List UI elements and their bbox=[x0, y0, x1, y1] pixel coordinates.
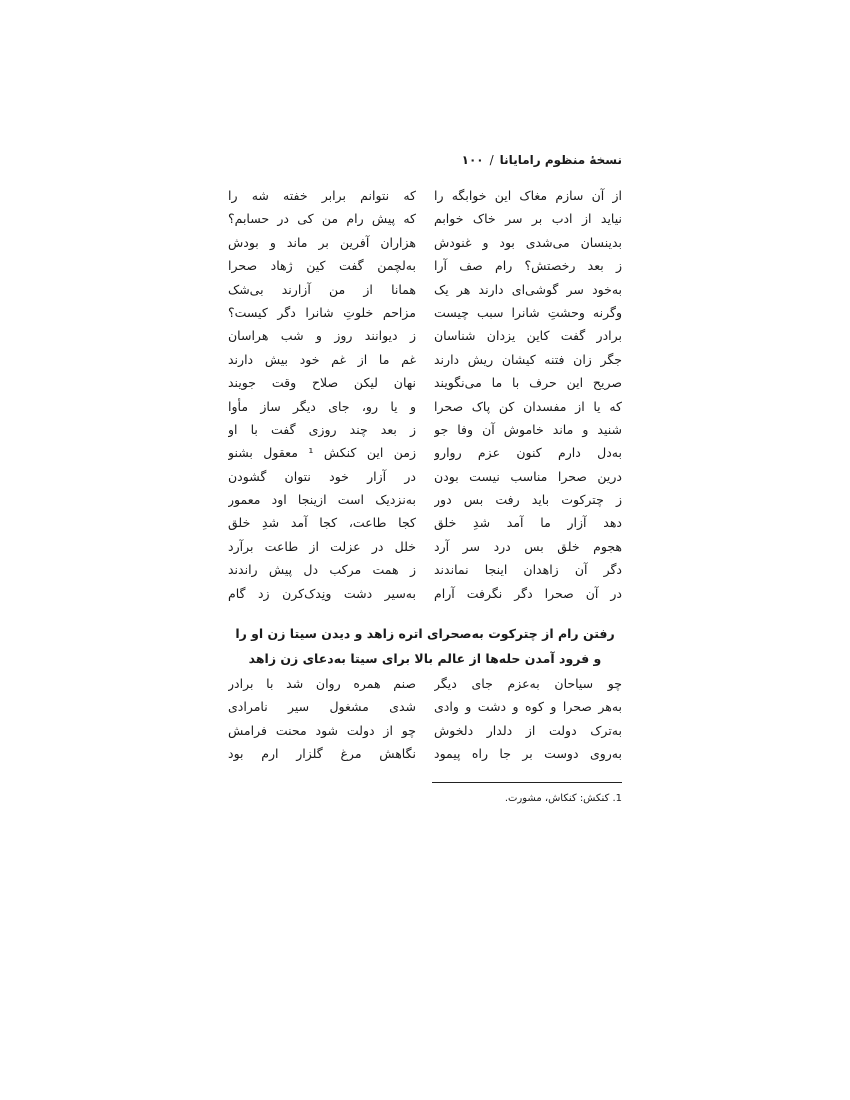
page-number: ۱۰۰ bbox=[461, 153, 484, 167]
hemistich-second: مزاحم خلوتِ شانرا دگر کیست؟ bbox=[228, 304, 416, 320]
verse-line bbox=[228, 558, 622, 581]
hemistich-second: به‌نزدیک است ازینجا اود معمور bbox=[228, 492, 416, 508]
hemistich-first: صریح این حرف با ما می‌نگویند bbox=[434, 375, 622, 391]
verse-line bbox=[228, 535, 622, 558]
verse-line bbox=[228, 488, 622, 511]
footnote-number: 1. bbox=[612, 793, 622, 804]
verse-block-section bbox=[228, 672, 622, 766]
header-separator: / bbox=[489, 153, 494, 167]
book-title: نسخهٔ منظوم رامایانا bbox=[499, 153, 622, 167]
verse-line bbox=[228, 418, 622, 441]
hemistich-first: ز چترکوت باید رفت بس دور bbox=[434, 492, 622, 508]
verse-line bbox=[228, 348, 622, 371]
running-header bbox=[432, 150, 622, 170]
verse-line bbox=[228, 324, 622, 347]
hemistich-first: دگر آن زاهدان اینجا نماندند bbox=[434, 562, 622, 578]
hemistich-second: چو از دولت شود محنت فرامش bbox=[228, 722, 416, 738]
verse-line bbox=[228, 278, 622, 301]
hemistich-second: کجا طاعت، کجا آمد شدِ خلق bbox=[228, 515, 416, 531]
verse-line bbox=[228, 441, 622, 464]
hemistich-first: به‌خود سر گوشی‌ای دارند هر یک bbox=[434, 281, 622, 297]
hemistich-first: نیاید از ادب بر سر خاک خوابم bbox=[434, 211, 622, 227]
hemistich-second: صنم همره روان شد با برادر bbox=[228, 676, 416, 691]
hemistich-first: برادر گفت کاین یزدان شناسان bbox=[434, 328, 622, 344]
verse-line bbox=[228, 719, 622, 742]
hemistich-second: به‌سیر دشت ونِدک‌کرن زد گام bbox=[228, 585, 416, 601]
hemistich-second: ز همت مرکب دل پیش راندند bbox=[228, 562, 416, 578]
hemistich-first: درین صحرا مناسب نیست بودن bbox=[434, 468, 622, 484]
verse-block-main bbox=[228, 184, 622, 605]
hemistich-first: دهد آزار ما آمد شدِ خلق bbox=[434, 515, 622, 531]
hemistich-second: که نتوانم برابر خفته شه را bbox=[228, 188, 416, 203]
verse-line bbox=[228, 511, 622, 534]
footnote bbox=[400, 790, 622, 808]
hemistich-first: بدینسان می‌شدی بود و غنودش bbox=[434, 234, 622, 250]
hemistich-second: نگاهش مرغ گلزار ارم بود bbox=[228, 746, 416, 762]
hemistich-first: به‌دل دارم کنون عزم روارو bbox=[434, 445, 622, 461]
hemistich-second: هزاران آفرین بر ماند و بودش bbox=[228, 234, 416, 250]
hemistich-first: هجوم خلق بس درد سر آرد bbox=[434, 538, 622, 554]
verse-line bbox=[228, 672, 622, 695]
section-title-line-1: رفتن رام از چترکوت به‌صحرای اتره زاهد و دیدن سیتا زن او را bbox=[235, 626, 615, 641]
hemistich-second: که پیش رام من کی در حسابم؟ bbox=[228, 211, 416, 227]
footnote-text: کنکش: کنکاش، مشورت. bbox=[504, 793, 610, 804]
verse-line bbox=[228, 207, 622, 230]
hemistich-second: به‌لچمن گفت کین ژهاد صحرا bbox=[228, 258, 416, 274]
footnote-rule bbox=[432, 782, 622, 783]
verse-line bbox=[228, 695, 622, 718]
verse-line bbox=[228, 371, 622, 394]
verse-line bbox=[228, 254, 622, 277]
verse-line bbox=[228, 395, 622, 418]
hemistich-second: ز دیوانند روز و شب هراسان bbox=[228, 328, 416, 344]
hemistich-second: نهان لیکن صلاح وقت جویند bbox=[228, 375, 416, 391]
hemistich-first: ز بعد رخصتش؟ رام صف آرا bbox=[434, 258, 622, 274]
hemistich-second: شدی مشغول سیر نامرادی bbox=[228, 699, 416, 715]
hemistich-first: به‌روی دوست بر جا راه پیمود bbox=[434, 746, 622, 762]
hemistich-first: از آن سازم مغاک این خوابگه را bbox=[434, 188, 622, 203]
hemistich-first: وگرنه وحشتِ شانرا سبب چیست bbox=[434, 304, 622, 320]
hemistich-second: ز بعد چند روزی گفت با او bbox=[228, 421, 416, 437]
verse-line bbox=[228, 231, 622, 254]
hemistich-second: و یا رو، جای دیگر ساز مأوا bbox=[228, 398, 416, 414]
hemistich-first: شنید و ماند خاموش آن وفا جو bbox=[434, 421, 622, 437]
hemistich-first: که یا از مفسدان کن پاک صحرا bbox=[434, 398, 622, 414]
section-title-line-2: و فرود آمدن حله‌ها از عالم بالا برای سیتا به‌دعای زن زاهد bbox=[248, 651, 602, 666]
verse-line bbox=[228, 184, 622, 207]
hemistich-second: زمن این کنکش ¹ معقول بشنو bbox=[228, 445, 416, 461]
hemistich-first: به‌هر صحرا و کوه و دشت و وادی bbox=[434, 699, 622, 715]
verse-line bbox=[228, 582, 622, 605]
hemistich-second: همانا از من آزارند بی‌شک bbox=[228, 281, 416, 297]
hemistich-second: خلل در عزلت از طاعت برآرد bbox=[228, 538, 416, 554]
verse-line bbox=[228, 301, 622, 324]
hemistich-first: به‌ترک دولت از دلدار دلخوش bbox=[434, 722, 622, 738]
verse-line bbox=[228, 742, 622, 765]
hemistich-first: جگر زان فتنه کیشان ریش دارند bbox=[434, 351, 622, 367]
hemistich-first: چو سیاحان به‌عزم جای دیگر bbox=[434, 676, 622, 691]
hemistich-second: غم ما از غم خود بیش دارند bbox=[228, 351, 416, 367]
hemistich-second: در آزار خود نتوان گشودن bbox=[228, 468, 416, 484]
hemistich-first: در آن صحرا دگر نگرفت آرام bbox=[434, 585, 622, 601]
verse-line bbox=[228, 465, 622, 488]
